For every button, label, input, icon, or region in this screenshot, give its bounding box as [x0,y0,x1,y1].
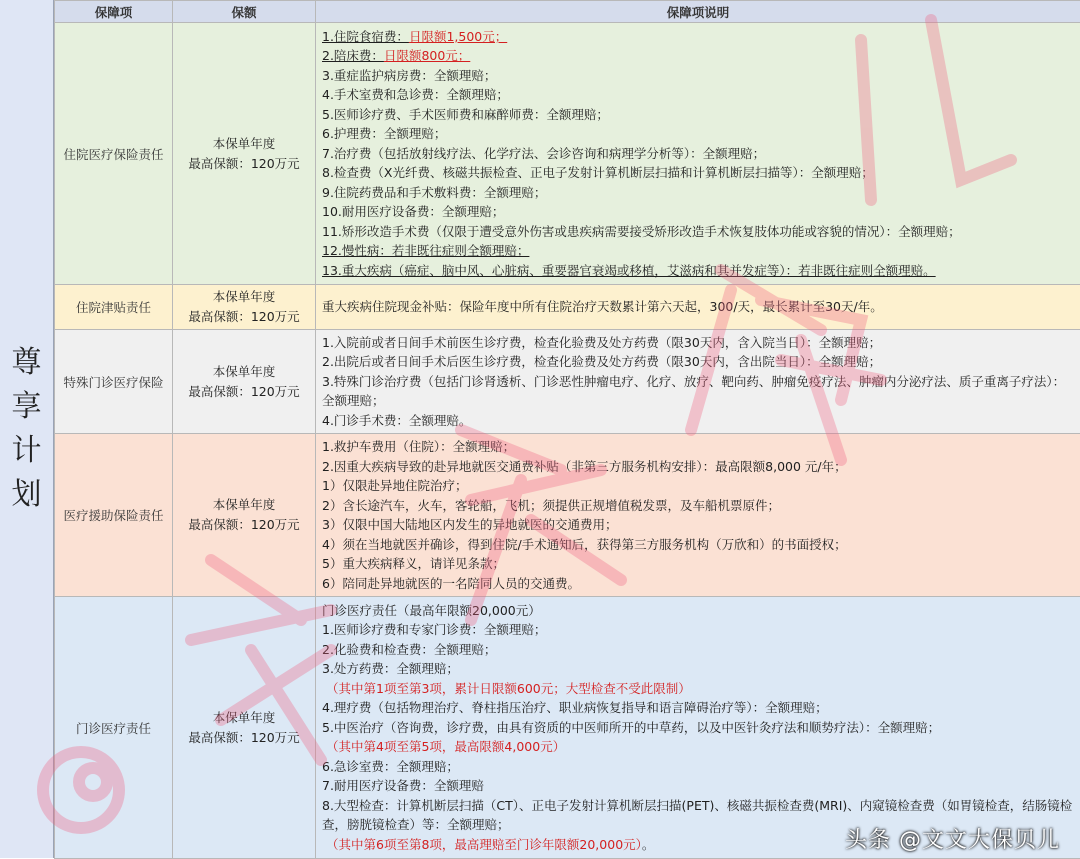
coverage-amount [173,330,316,434]
amount-line: 本保单年度 [173,287,315,307]
description-line [322,640,1074,660]
description-line [322,372,1074,411]
description-line [322,476,1074,496]
description-text: （其中第1项至第3项，累计日限额600元；大型检查不受此限制） [322,681,691,696]
description-text: 。 [642,837,655,852]
header-desc: 保障项说明 [316,1,1080,23]
description-text: 7.治疗费（包括放射线疗法、化学疗法、会诊咨询和病理学分析等）：全额理赔； [322,146,765,161]
header-item: 保障项 [55,1,173,23]
plan-column [0,0,54,858]
description-text: 3.重症监护病房费：全额理赔； [322,68,496,83]
amount-line: 本保单年度 [173,708,315,728]
description-text: 7.耐用医疗设备费：全额理赔 [322,778,484,793]
description-text: 5）重大疾病释义，请详见条款； [322,556,505,571]
description-line [322,124,1074,144]
description-text: 1.医师诊疗费和专家门诊费：全额理赔； [322,622,546,637]
coverage-item: 医疗援助保险责任 [55,434,173,597]
description-text: 1.住院食宿费： [322,29,409,44]
description-line [322,222,1074,242]
description-text: 3）仅限中国大陆地区内发生的异地就医的交通费用； [322,517,617,532]
table-row [55,434,1080,597]
amount-line: 本保单年度 [173,134,315,154]
description-text: 4.理疗费（包括物理治疗、脊柱指压治疗、职业病恢复指导和语言障碍治疗等）：全额理赔； [322,700,828,715]
description-line [322,776,1074,796]
description-text: 1.救护车费用（住院）：全额理赔； [322,439,515,454]
description-text: 2.化验费和检查费：全额理赔； [322,642,496,657]
coverage-item: 门诊医疗责任 [55,597,173,859]
description-line [322,457,1074,477]
amount-line: 最高保额：120万元 [173,154,315,174]
coverage-description [316,330,1080,434]
amount-line: 最高保额：120万元 [173,382,315,402]
description-line [322,698,1074,718]
description-line [322,297,1074,317]
description-text: 4）须在当地就医并确诊，得到住院/手术通知后，获得第三方服务机构（万欣和）的书面授权； [322,537,847,552]
description-text: 门诊医疗责任（最高年限额20,000元） [322,603,541,618]
coverage-item: 住院津贴责任 [55,285,173,330]
description-text: 3.处方药费：全额理赔； [322,661,459,676]
description-line [322,261,1074,281]
description-text: 重大疾病住院现金补贴：保险年度中所有住院治疗天数累计第六天起，300/天，最长累计至30天/年。 [322,299,883,314]
description-line [322,737,1074,757]
coverage-amount [173,285,316,330]
plan-title: 尊享计划 [12,341,42,517]
description-line [322,554,1074,574]
description-text: 2.因重大疾病导致的赴异地就医交通费补贴（非第三方服务机构安排）：最高限额8,000 元/年； [322,459,847,474]
description-line [322,183,1074,203]
description-text: 12.慢性病：若非既往症则全额理赔； [322,243,529,258]
header-amount: 保额 [173,1,316,23]
description-text: 1）仅限赴异地住院治疗； [322,478,467,493]
table-row [55,330,1080,434]
description-line [322,241,1074,261]
description-text: 8.大型检查：计算机断层扫描（CT）、正电子发射计算机断层扫描(PET)、核磁共振检查费(MRI)、内窥镜检查费（如胃镜检查，结肠镜检查，膀胱镜检查）等：全额理赔； [322,798,1072,833]
description-line [322,85,1074,105]
description-text: 5.中医治疗（咨询费，诊疗费，由具有资质的中医师所开的中草药，以及中医针灸疗法和顺势疗法）：全额理赔； [322,720,940,735]
coverage-amount [173,434,316,597]
description-text: （其中第4项至第5项，最高限额4,000元） [322,739,565,754]
coverage-table [54,0,1080,859]
description-line [322,46,1074,66]
coverage-item: 住院医疗保险责任 [55,23,173,285]
coverage-description [316,285,1080,330]
description-text: 11.矫形改造手术费（仅限于遭受意外伤害或患疾病需要接受矫形改造手术恢复肢体功能或容貌的情况）：全额理赔； [322,224,961,239]
description-text: 5.医师诊疗费、手术医师费和麻醉师费：全额理赔； [322,107,609,122]
coverage-item: 特殊门诊医疗保险 [55,330,173,434]
description-line [322,66,1074,86]
description-text: 3.特殊门诊治疗费（包括门诊肾透析、门诊恶性肿瘤电疗、化疗、放疗、靶向药、肿瘤免疫疗法、肿瘤内分泌疗法、质子重离子疗法）：全额理赔； [322,374,1065,409]
coverage-amount [173,23,316,285]
description-line [322,333,1074,353]
amount-line: 本保单年度 [173,362,315,382]
description-line [322,163,1074,183]
description-line [322,515,1074,535]
description-line [322,27,1074,47]
table-row [55,285,1080,330]
description-text: 9.住院药费品和手术敷料费：全额理赔； [322,185,546,200]
coverage-description [316,23,1080,285]
description-text: 2.陪床费： [322,48,384,63]
description-line [322,601,1074,621]
description-text: 2.出院后或者日间手术后医生诊疗费，检查化验费及处方药费（限30天内，含出院当日）：全额理赔； [322,354,881,369]
coverage-description [316,597,1080,859]
description-line [322,496,1074,516]
table-row [55,597,1080,859]
description-line [322,535,1074,555]
description-text: 日限额1,500元； [409,29,507,44]
description-line [322,757,1074,777]
table-header-row [55,1,1080,23]
description-line [322,352,1074,372]
description-line [322,620,1074,640]
amount-line: 最高保额：120万元 [173,515,315,535]
description-line [322,574,1074,594]
amount-line: 最高保额：120万元 [173,728,315,748]
description-text: 10.耐用医疗设备费：全额理赔； [322,204,504,219]
description-text: 8.检查费（X光纤费、核磁共振检查、正电子发射计算机断层扫描和计算机断层扫描等）：全额理赔； [322,165,874,180]
description-text: 1.入院前或者日间手术前医生诊疗费，检查化验费及处方药费（限30天内，含入院当日）：全额理赔； [322,335,881,350]
description-line [322,105,1074,125]
description-line [322,144,1074,164]
description-line [322,437,1074,457]
description-text: 日限额800元； [384,48,470,63]
description-text: 4.门诊手术费：全额理赔。 [322,413,471,428]
description-line [322,659,1074,679]
description-line [322,202,1074,222]
description-line [322,718,1074,738]
description-text: 6）陪同赴异地就医的一名陪同人员的交通费。 [322,576,580,591]
description-line [322,679,1074,699]
description-text: 4.手术室费和急诊费：全额理赔； [322,87,509,102]
description-text: 6.护理费：全额理赔； [322,126,446,141]
description-text: 2）含长途汽车，火车，客轮船，飞机；须提供正规增值税发票，及车船机票原件； [322,498,780,513]
coverage-description [316,434,1080,597]
amount-line: 本保单年度 [173,495,315,515]
description-line [322,411,1074,431]
description-text: （其中第6项至第8项，最高理赔至门诊年限额20,000元） [322,837,642,852]
description-text: 6.急诊室费：全额理赔； [322,759,459,774]
coverage-amount [173,597,316,859]
description-text: 13.重大疾病（癌症、脑中风、心脏病、重要器官衰竭或移植，艾滋病和其并发症等）：若非既往症则全额理赔。 [322,263,936,278]
table-row [55,23,1080,285]
source-credit: 头条 @文文大保贝儿 [845,823,1060,854]
amount-line: 最高保额：120万元 [173,307,315,327]
